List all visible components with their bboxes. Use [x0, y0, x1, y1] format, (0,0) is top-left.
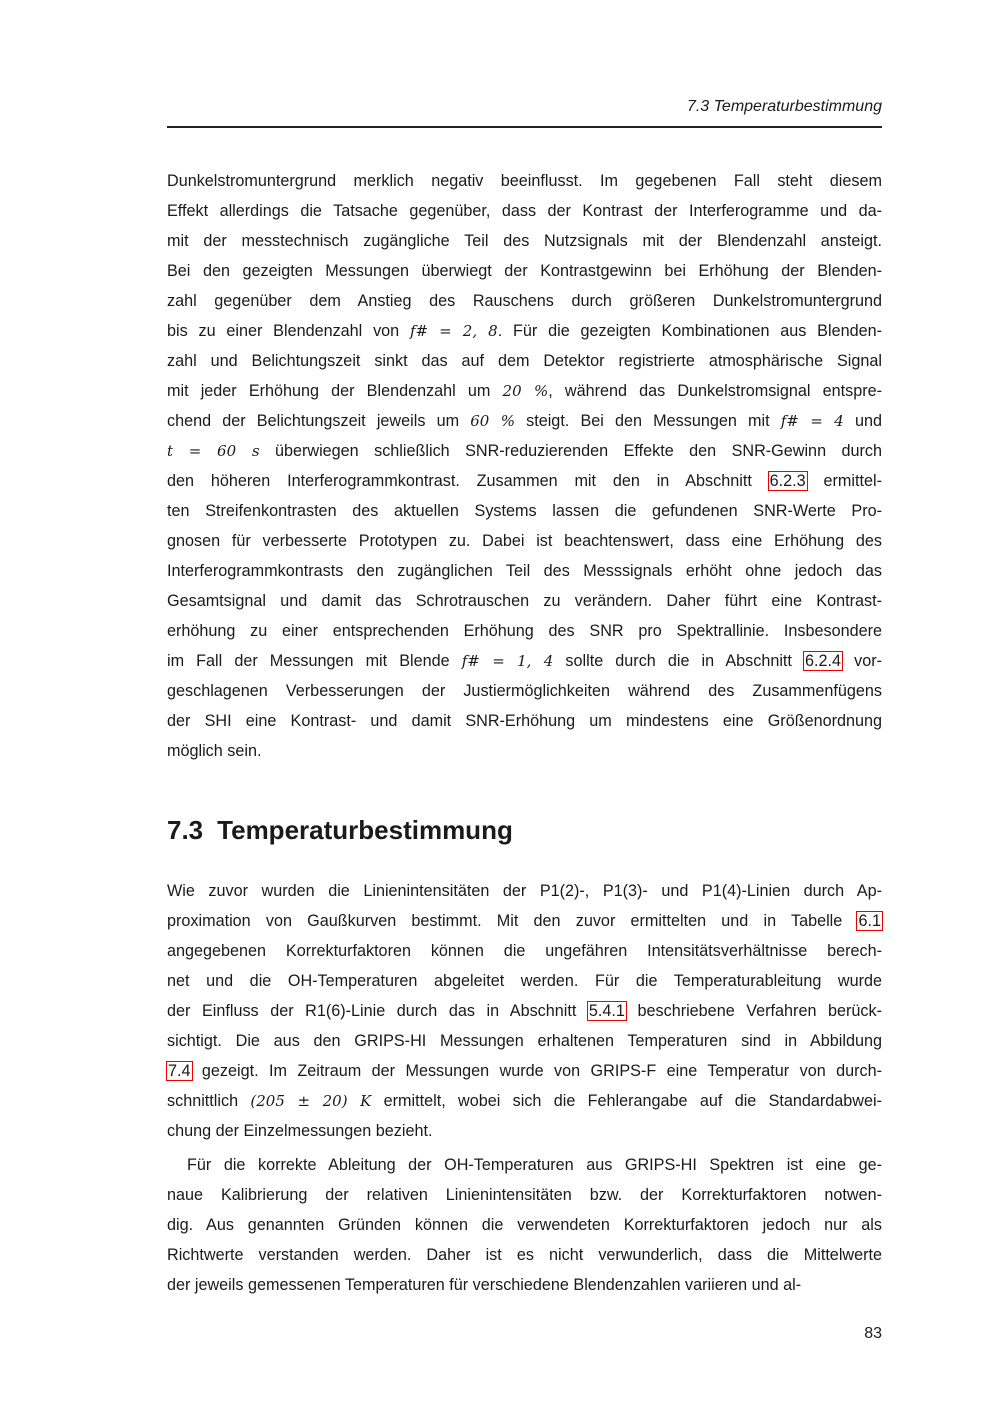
text-line [167, 1026, 882, 1056]
text-line [167, 466, 882, 496]
text-run: Gesamtsignal und damit das Schrotrauschen zu verändern. Daher führt eine Kontrast- [167, 592, 882, 610]
text-line [167, 936, 882, 966]
text-line [167, 706, 882, 736]
text-line [167, 316, 882, 346]
text-run: sichtigt. Die aus den GRIPS-HI Messungen erhaltenen Temperaturen sind in Abbildung [167, 1032, 882, 1050]
text-run: chung der Einzelmessungen bezieht. [167, 1122, 433, 1140]
text-run: bis zu einer Blendenzahl von [167, 322, 410, 340]
text-run: im Fall der Messungen mit Blende [167, 652, 462, 670]
text-line [167, 996, 882, 1026]
text-run: schnittlich [167, 1092, 251, 1110]
cross-reference-link[interactable]: 6.1 [858, 912, 881, 930]
text-run: mit jeder Erhöhung der Blendenzahl um [167, 382, 503, 400]
text-line [167, 1150, 882, 1180]
text-line [167, 286, 882, 316]
text-line [167, 966, 882, 996]
text-run: erhöhung zu einer entsprechenden Erhöhung des SNR pro Spektrallinie. Insbesondere [167, 622, 882, 640]
running-header: 7.3 Temperaturbestimmung [686, 98, 882, 115]
text-line [167, 556, 882, 586]
text-line [167, 1240, 882, 1270]
text-run: ten Streifenkontrasten des aktuellen Systems lassen die gefundenen SNR-Werte Pro- [167, 502, 882, 520]
text-line [167, 256, 882, 286]
text-run: net und die OH-Temperaturen abgeleitet werden. Für die Temperaturableitung wurde [167, 972, 882, 990]
text-run: überwiegen schließlich SNR-reduzierenden Effekte den SNR-Gewinn durch [259, 442, 883, 460]
text-run: ermittelt, wobei sich die Fehlerangabe auf die Standardabwei- [371, 1092, 882, 1110]
text-run: , während das Dunkelstromsignal entspre- [548, 382, 883, 400]
text-line [167, 346, 882, 376]
text-run: geschlagenen Verbesserungen der Justiermöglichkeiten während des Zusammenfügens [167, 682, 882, 700]
text-run: der Einfluss der R1(6)-Linie durch das in Abschnitt [167, 1002, 588, 1020]
text-line [167, 1210, 882, 1240]
text-line [167, 436, 882, 466]
cross-reference-link[interactable]: 6.2.4 [805, 652, 842, 670]
text-line [167, 1056, 882, 1086]
paragraph [167, 876, 882, 1146]
text-run: Bei den gezeigten Messungen überwiegt der Kontrastgewinn bei Erhöhung der Blenden- [167, 262, 882, 280]
text-run: mit der messtechnisch zugängliche Teil des Nutzsignals mit der Blendenzahl ansteigt. [167, 232, 882, 250]
text-run: steigt. Bei den Messungen mit [514, 412, 781, 430]
text-line [167, 676, 882, 706]
cross-reference-link[interactable]: 6.2.3 [769, 472, 806, 490]
text-line [167, 376, 882, 406]
text-line [167, 196, 882, 226]
text-line [167, 1086, 882, 1116]
text-run: vor- [842, 652, 882, 670]
text-run: zahl gegenüber dem Anstieg des Rauschens durch größeren Dunkelstromuntergrund [167, 292, 882, 310]
text-line [167, 736, 882, 766]
cross-reference-link[interactable]: 5.4.1 [588, 1002, 625, 1020]
text-run: . Für die gezeigten Kombinationen aus Blenden- [497, 322, 882, 340]
page-number: 83 [864, 1325, 882, 1342]
text-line [167, 586, 882, 616]
text-run: der jeweils gemessenen Temperaturen für verschiedene Blendenzahlen variieren und al- [167, 1276, 802, 1294]
paragraph [167, 1150, 882, 1300]
math-expression: f# = 1, 4 [461, 652, 554, 670]
text-line [167, 406, 882, 436]
math-expression: f# = 2, 8 [409, 322, 498, 340]
text-run: und [843, 412, 882, 430]
text-line [167, 166, 882, 196]
math-expression: t = 60 s [167, 442, 260, 460]
text-run: ermittel- [806, 472, 882, 490]
text-run: Wie zuvor wurden die Linienintensitäten der P1(2)-, P1(3)- und P1(4)-Linien durch Ap- [167, 882, 882, 900]
text-run: naue Kalibrierung der relativen Linienintensitäten bzw. der Korrekturfaktoren notwen- [167, 1186, 882, 1204]
text-line [167, 496, 882, 526]
text-run: zahl und Belichtungszeit sinkt das auf dem Detektor registrierte atmosphärische Signal [167, 352, 882, 370]
text-line [167, 876, 882, 906]
text-line [167, 646, 882, 676]
text-run: gnosen für verbesserte Prototypen zu. Dabei ist beachtenswert, dass eine Erhöhung des [167, 532, 882, 550]
text-run: sollte durch die in Abschnitt [553, 652, 805, 670]
text-line [167, 1180, 882, 1210]
math-expression: (205 ± 20) K [250, 1092, 372, 1110]
text-run: dig. Aus genannten Gründen können die verwendeten Korrekturfaktoren jedoch nur als [167, 1216, 882, 1234]
text-run: angegebenen Korrekturfaktoren können die ungefähren Intensitätsverhältnisse berech- [167, 942, 882, 960]
cross-reference-link[interactable]: 7.4 [168, 1062, 191, 1080]
text-line [167, 226, 882, 256]
text-run: der SHI eine Kontrast- und damit SNR-Erhöhung um mindestens eine Größenordnung [167, 712, 882, 730]
text-line [167, 526, 882, 556]
text-run: Effekt allerdings die Tatsache gegenüber, dass der Kontrast der Interferogramme und da- [167, 202, 882, 220]
text-run: Interferogrammkontrasts den zugänglichen Teil des Messsignals erhöht ohne jedoch das [167, 562, 882, 580]
text-run: Richtwerte verstanden werden. Daher ist es nicht verwunderlich, dass die Mittelwerte [167, 1246, 882, 1264]
math-expression: 60 % [470, 412, 515, 430]
text-run: chend der Belichtungszeit jeweils um [167, 412, 471, 430]
text-run: den höheren Interferogrammkontrast. Zusammen mit den in Abschnitt [167, 472, 769, 490]
section-number: 7.3 [167, 815, 204, 845]
text-line [167, 616, 882, 646]
text-line [167, 906, 882, 936]
paragraph [167, 166, 882, 766]
text-run: Für die korrekte Ableitung der OH-Temperaturen aus GRIPS-HI Spektren ist eine ge- [187, 1156, 882, 1174]
text-run: proximation von Gaußkurven bestimmt. Mit den zuvor ermittelten und in Tabelle [167, 912, 858, 930]
math-expression: 20 % [502, 382, 549, 400]
text-run: möglich sein. [167, 742, 262, 760]
text-run: gezeigt. Im Zeitraum der Messungen wurde von GRIPS-F eine Temperatur von durch- [191, 1062, 882, 1080]
text-line [167, 1116, 882, 1146]
text-run: Dunkelstromuntergrund merklich negativ beeinflusst. Im gegebenen Fall steht diesem [167, 172, 882, 190]
section-title: Temperaturbestimmung [217, 815, 513, 845]
header-rule [167, 126, 882, 128]
text-line [167, 1270, 882, 1300]
text-run: beschriebene Verfahren berück- [625, 1002, 882, 1020]
section-heading [167, 815, 513, 846]
math-expression: f# = 4 [780, 412, 844, 430]
